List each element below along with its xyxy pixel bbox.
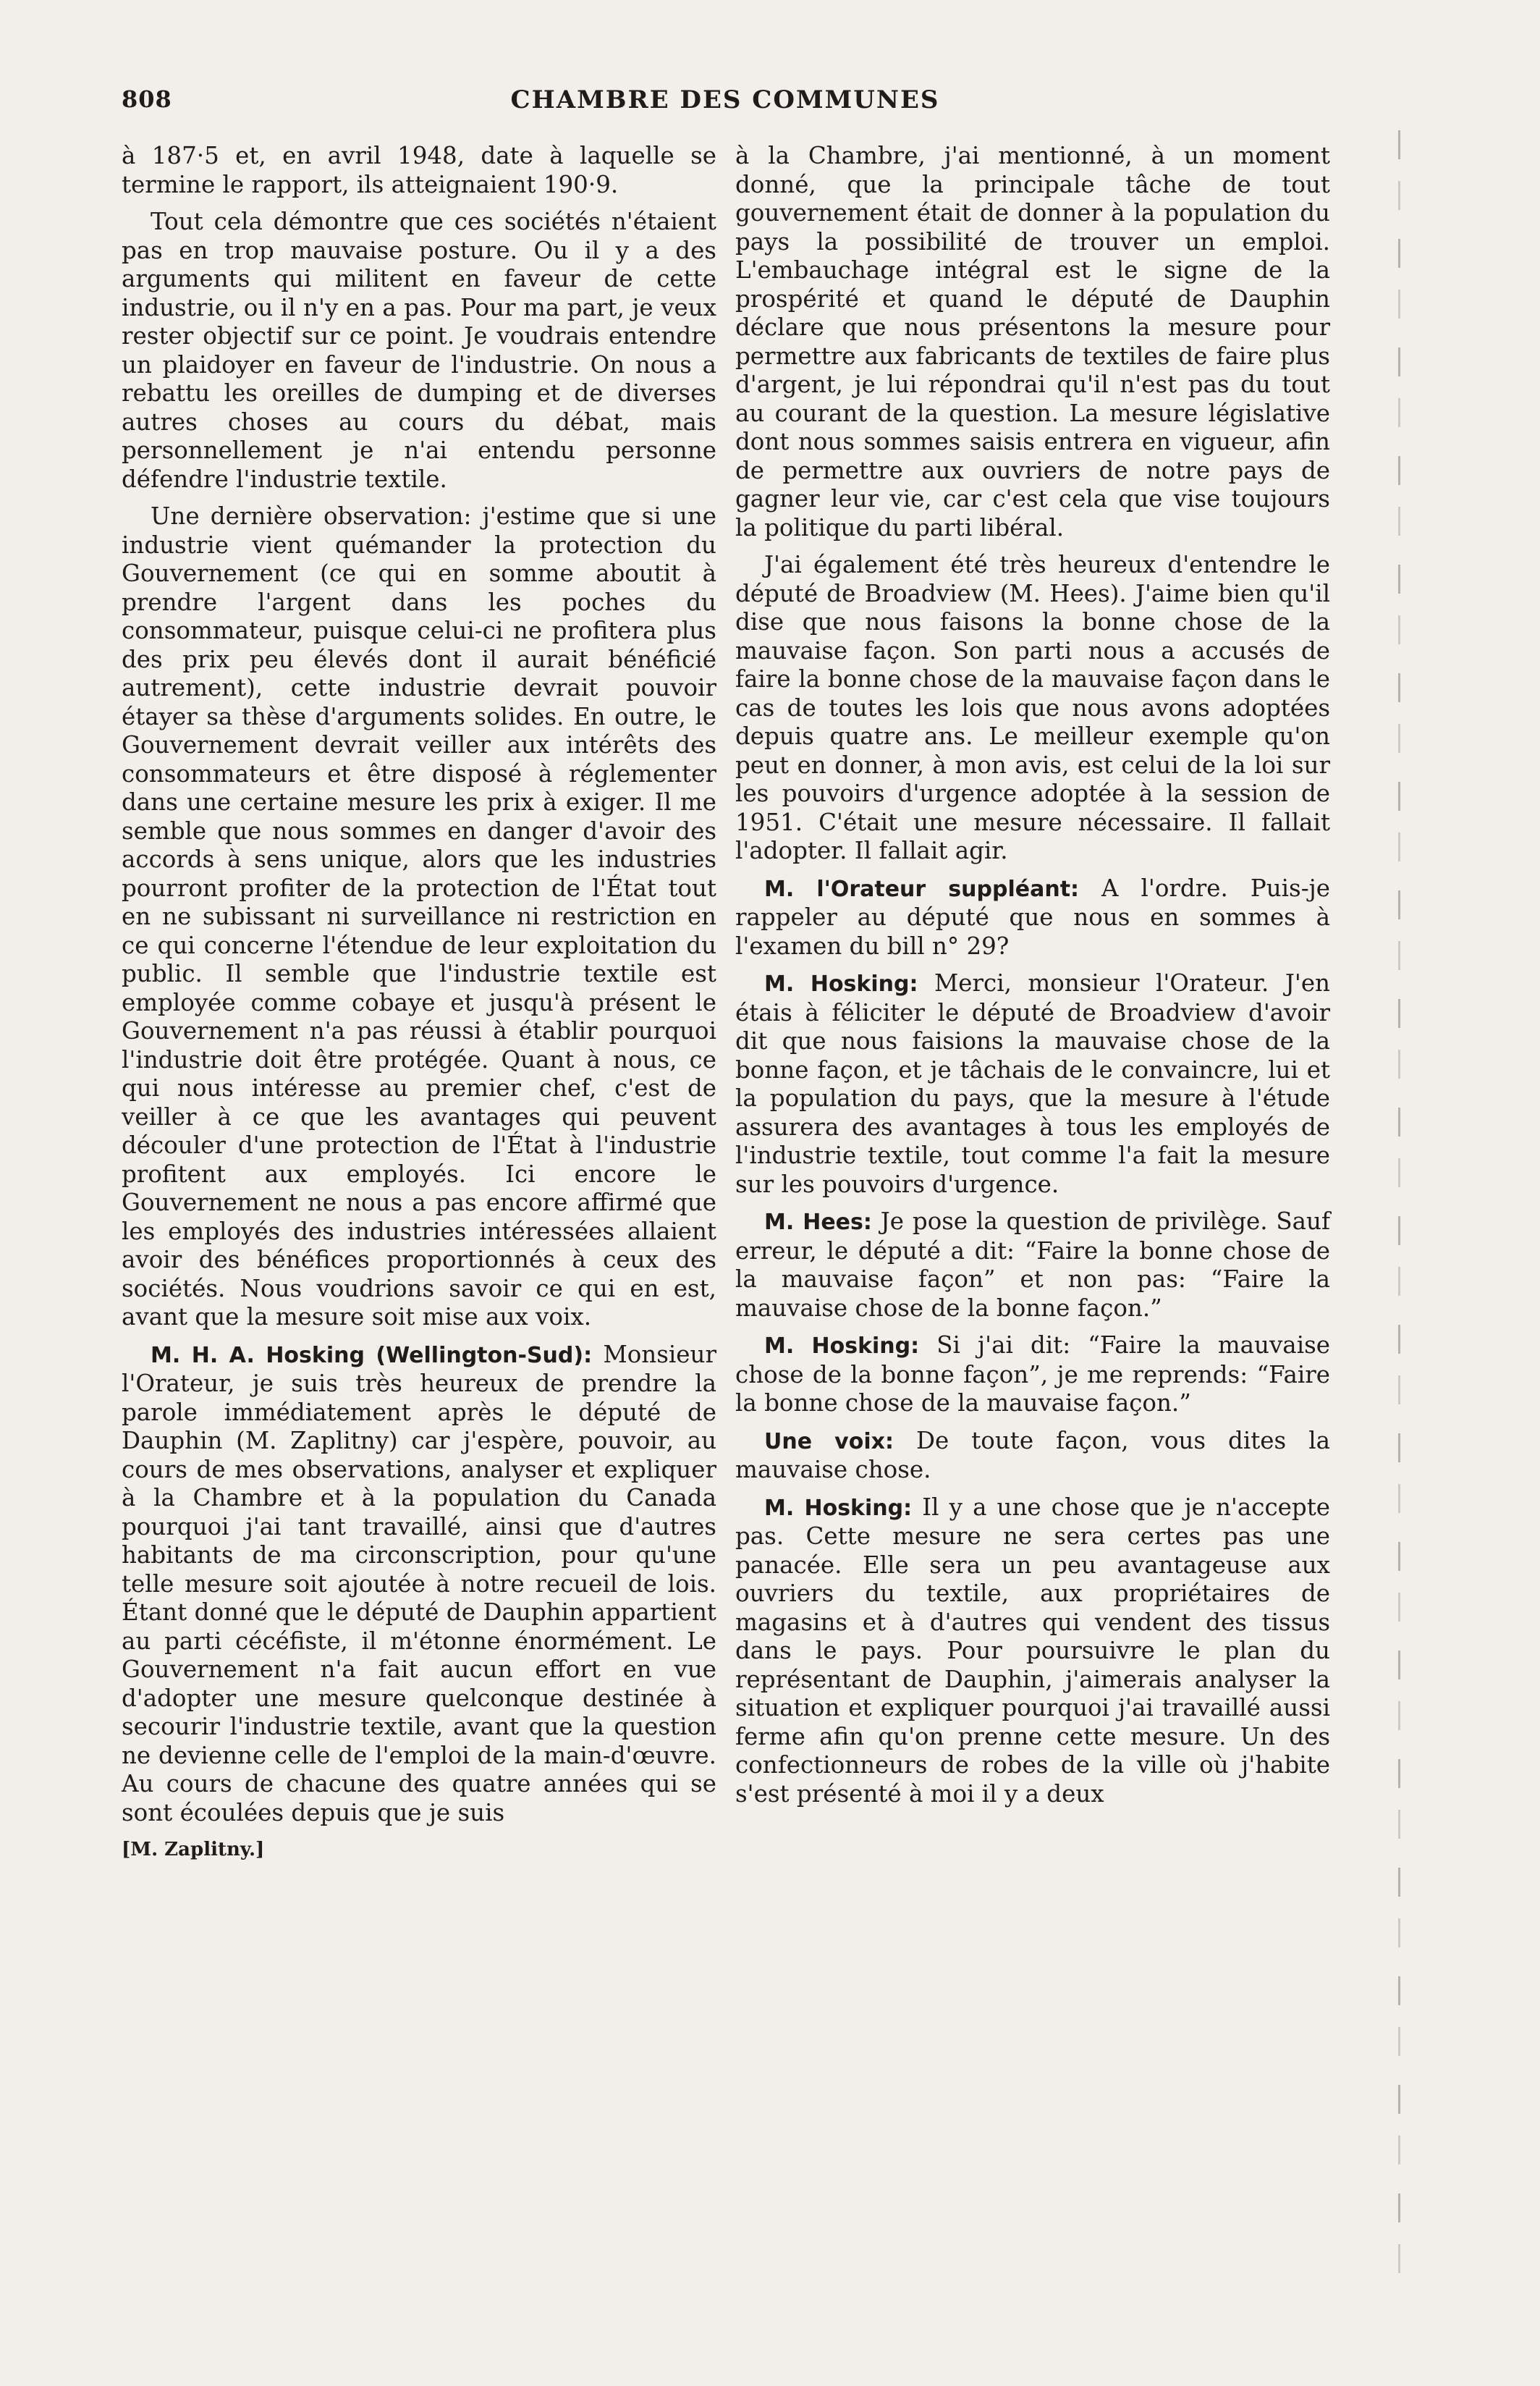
speech-text: Merci, monsieur l'Orateur. J'en étais à féliciter le député de Broadview d'avoir dit que nous faisions la mauvaise chose de la bonne façon, et je tâchais de le convaincre, lui et la population du pays, que la mesure à l'étude assurera des avantages à tous les employés de l'industrie textile, tout comme l'a fait la mesure sur les pouvoirs d'urgence.	[735, 969, 1330, 1198]
speech-text: Il y a une chose que je n'accepte pas. Cette mesure ne sera certes pas une panacée. Elle sera un peu avantageuse aux ouvriers du textile, aux propriétaires de magasins et à d'autres qui vendent des tissus dans le pays. Pour poursuivre le plan du représentant de Dauphin, j'aimerais analyser la situation et expliquer pourquoi j'ai travaillé aussi ferme afin qu'on prenne cette mesure. Un des confectionneurs de robes de la ville où j'habite s'est présenté à moi il y a deux	[735, 1493, 1330, 1808]
speech-paragraph	[735, 1493, 1330, 1809]
speech-text: Monsieur l'Orateur, je suis très heureux de prendre la parole immédiatement après le député de Dauphin (M. Zaplitny) car j'espère, pouvoir, au cours de mes observations, analyser et expliquer à la Chambre et à la population du Canada pourquoi j'ai tant travaillé, ainsi que d'autres habitants de ma circonscription, pour qu'une telle mesure soit ajoutée à notre recueil de lois. Étant donné que le député de Dauphin appartient au parti cécéfiste, il m'étonne énormément. Le Gouvernement n'a fait aucun effort en vue d'adopter une mesure quelconque destinée à secourir l'industrie textile, avant que la question ne devienne celle de l'emploi de la main-d'œuvre. Au cours de chacune des quatre années qui se sont écoulées depuis que je suis	[122, 1340, 716, 1826]
speaker-name: M. l'Orateur suppléant:	[764, 876, 1080, 902]
speech-text: Si j'ai dit: “Faire la mauvaise chose de la bonne façon”, je me reprends: “Faire la bonne chose de la mauvaise façon.”	[735, 1331, 1330, 1417]
left-column	[122, 142, 716, 1865]
speaker-name: M. Hosking:	[764, 1495, 913, 1521]
speech-text: Je pose la question de privilège. Sauf erreur, le député a dit: “Faire la bonne chose de la mauvaise façon” et non pas: “Faire la mauvaise chose de la bonne façon.”	[735, 1207, 1330, 1322]
paragraph: à la Chambre, j'ai mentionné, à un moment donné, que la principale tâche de tout gouvernement était de donner à la population du pays la possibilité de trouver un emploi. L'embauchage intégral est le signe de la prospérité et quand le député de Dauphin déclare que nous présentons la mesure pour permettre aux fabricants de textiles de faire plus d'argent, je lui répondrai qu'il n'est pas du tout au courant de la question. La mesure législative dont nous sommes saisis entrera en vigueur, afin de permettre aux ouvriers de notre pays de gagner leur vie, car c'est cela que vise toujours la politique du parti libéral.	[735, 142, 1330, 541]
speech-text: De toute façon, vous dites la mauvaise chose.	[735, 1426, 1330, 1483]
page-header	[122, 85, 1329, 120]
paragraph: à 187·5 et, en avril 1948, date à laquelle se termine le rapport, ils atteignaient 190·9.	[122, 142, 716, 198]
speaker-name: M. Hosking:	[764, 971, 918, 997]
speech-paragraph	[122, 1341, 716, 1828]
speaker-name: M. H. A. Hosking (Wellington-Sud):	[151, 1342, 593, 1368]
column-footnote: [M. Zaplitny.]	[122, 1839, 265, 1860]
paragraph: J'ai également été très heureux d'entendre le député de Broadview (M. Hees). J'aime bien qu'il dise que nous faisons la bonne chose de la mauvaise façon. Son parti nous a accusés de faire la bonne chose de la mauvaise façon dans le cas de toutes les lois que nous avons adoptées depuis quatre ans. Le meilleur exemple qu'on peut en donner, à mon avis, est celui de la loi sur les pouvoirs d'urgence adoptée à la session de 1951. C'était une mesure nécessaire. Il fallait l'adopter. Il fallait agir.	[735, 551, 1330, 864]
speaker-name: M. Hosking:	[764, 1333, 920, 1359]
speaker-name: Une voix:	[764, 1428, 894, 1454]
paragraph: Une dernière observation: j'estime que si une industrie vient quémander la protection du Gouvernement (ce qui en somme aboutit à prendre l'argent dans les poches du consommateur, puisque celui-ci ne profitera plus des prix peu élevés dont il aurait bénéficié autrement), cette industrie devrait pouvoir étayer sa thèse d'arguments solides. En outre, le Gouvernement devrait veiller aux intérêts des consommateurs et être disposé à réglementer dans une certaine mesure les prix à exiger. Il me semble que nous sommes en danger d'avoir des accords à sens unique, alors que les industries pourront profiter de la protection de l'État tout en ne subissant ni surveillance ni restriction en ce qui concerne l'étendue de leur exploitation du public. Il semble que l'industrie textile est employée comme cobaye et jusqu'à présent le Gouvernement n'a pas réussi à établir pourquoi l'industrie doit être protégée. Quant à nous, ce qui nous intéresse au premier chef, c'est de veiller à ce que les avantages qui peuvent découler d'une protection de l'État à l'industrie profitent aux employés. Ici encore le Gouvernement ne nous a pas encore affirmé que les employés des industries intéressées allaient avoir des bénéfices proportionnés à ceux des sociétés. Nous voudrions savoir ce qui en est, avant que la mesure soit mise aux voix.	[122, 502, 716, 1331]
scan-margin-mark	[1398, 130, 1400, 2302]
speech-text: A l'ordre. Puis-je rappeler au député que nous en sommes à l'examen du bill n° 29?	[735, 874, 1330, 960]
right-column	[735, 142, 1330, 1817]
running-head: CHAMBRE DES COMMUNES	[510, 85, 940, 114]
speech-paragraph	[735, 1331, 1330, 1418]
speech-paragraph	[735, 1207, 1330, 1323]
page-number: 808	[122, 85, 172, 113]
speech-paragraph	[735, 874, 1330, 961]
speech-paragraph	[735, 969, 1330, 1199]
speech-paragraph	[735, 1427, 1330, 1485]
speaker-name: M. Hees:	[764, 1210, 872, 1235]
paragraph: Tout cela démontre que ces sociétés n'étaient pas en trop mauvaise posture. Ou il y a des arguments qui militent en faveur de cette industrie, ou il n'y en a pas. Pour ma part, je veux rester objectif sur ce point. Je voudrais entendre un plaidoyer en faveur de l'industrie. On nous a rebattu les oreilles de dumping et de diverses autres choses au cours du débat, mais personnellement je n'ai entendu personne défendre l'industrie textile.	[122, 208, 716, 493]
